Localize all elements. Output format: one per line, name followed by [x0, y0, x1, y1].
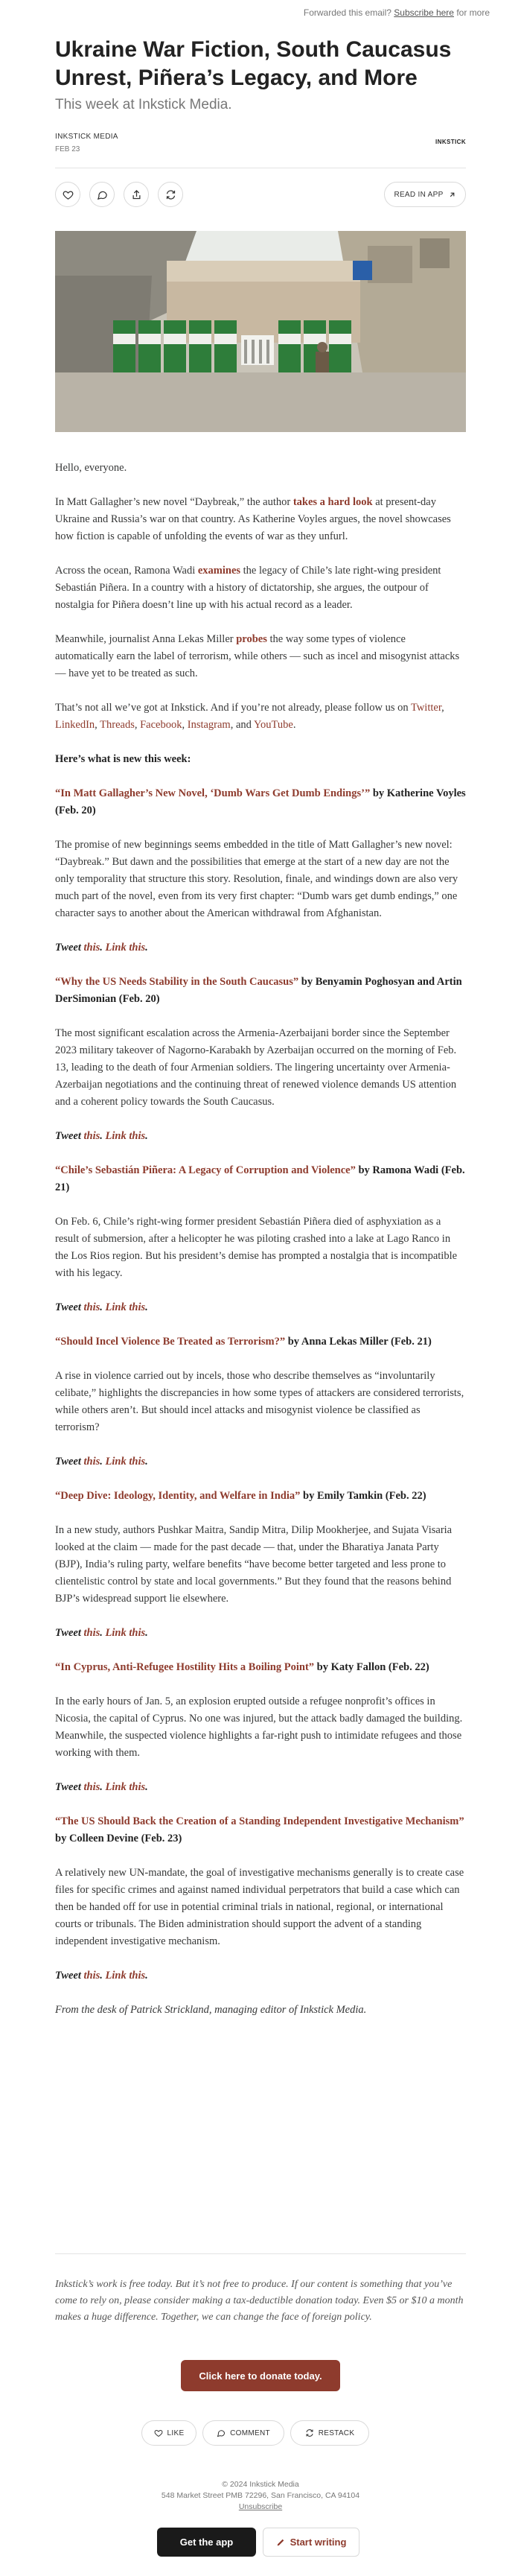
link-this-link[interactable]: Link	[105, 1456, 127, 1468]
signoff: From the desk of Patrick Strickland, managing editor of Inkstick Media.	[55, 2004, 367, 2016]
article-summary: A rise in violence carried out by incels, those who describe themselves as “involuntarily celibate,” highlights the discrepancies in how some types of attackers are considered terrorists, while others aren’t. But should incel attacks and misogynist violence be classified as terrorism?	[55, 1370, 464, 1433]
tweet-this-link[interactable]: this	[83, 1627, 100, 1639]
share-icon	[131, 189, 142, 200]
share-line: Tweet this. Link this.	[55, 1130, 148, 1142]
article-byline: by Benyamin Poghosyan and Artin DerSimonian (Feb. 20)	[55, 976, 462, 1005]
intro-paragraph-3: Meanwhile, journalist Anna Lekas Miller probes the way some types of violence automatically earn the label of terrorism, while others — such as incel and misogynist attacks — have yet to be treated as such.	[55, 633, 460, 679]
comment-icon	[217, 2429, 226, 2437]
subscribe-link[interactable]: Subscribe here	[394, 7, 454, 18]
link-this-link[interactable]: Link	[105, 1781, 127, 1793]
youtube-link[interactable]: YouTube	[254, 719, 293, 731]
article-summary: A relatively new UN-mandate, the goal of investigative mechanisms generally is to create case files for specific crimes and against named individual perpetrators that build a case which can then be handed off for use in potential criminal trials in national, regional, or international courts or tribunals. The Biden administration should support the advent of a standing independent investigative mechanism.	[55, 1867, 464, 1947]
restack-icon	[165, 189, 176, 200]
footer-like-button[interactable]	[141, 2420, 196, 2446]
intro-paragraph-2: Across the ocean, Ramona Wadi examines the legacy of Chile’s late right-wing president Sebastián Piñera. In a country with a history of dictatorship, she argues, the outpour of nostalgia for Piñera doesn’t line up with his actual record as a leader.	[55, 565, 441, 611]
post-actions	[55, 182, 466, 207]
tweet-this-link[interactable]: this	[83, 1970, 100, 1982]
pen-icon	[276, 2537, 286, 2547]
post-subtitle: This week at Inkstick Media.	[55, 97, 232, 112]
article-title-link[interactable]: “In Cyprus, Anti-Refugee Hostility Hits a Boiling Point”	[55, 1661, 315, 1673]
unsubscribe-link[interactable]: Unsubscribe	[238, 2502, 283, 2511]
post-title: Ukraine War Fiction, South Caucasus Unrest, Piñera’s Legacy, and More	[55, 37, 452, 90]
greeting: Hello, everyone.	[55, 462, 127, 474]
link-this-link[interactable]: Link	[105, 1301, 127, 1313]
footer-comment-button[interactable]	[202, 2420, 284, 2446]
like-label: LIKE	[167, 2429, 185, 2437]
article-heading	[55, 1333, 466, 1351]
tweet-this-link[interactable]: this	[83, 1130, 100, 1142]
takes-hard-look-link[interactable]: takes a hard look	[293, 496, 373, 508]
share-line: Tweet this. Link this.	[55, 942, 148, 954]
tweet-this-link[interactable]: this	[83, 1781, 100, 1793]
link-this-link[interactable]: this	[129, 1456, 146, 1468]
article-title-link[interactable]: “Why the US Needs Stability in the South Caucasus”	[55, 976, 299, 988]
article-byline: by Ramona Wadi (Feb. 21)	[55, 1164, 465, 1193]
article-summary: In a new study, authors Pushkar Maitra, Sandip Mitra, Dilip Mookherjee, and Sujata Visaria looked at the claim — made for the past decade — that, under the Bharatiya Janata Party (BJP), India’s ruling party, welfare benefits “have become better targeted and less prone to clientelistic control by state and local governments.” But they found that the reasons behind BJP’s widespread support lie elsewhere.	[55, 1524, 453, 1605]
intro-paragraph-1: In Matt Gallagher’s new novel “Daybreak,” the author takes a hard look at present-day Ukraine and Russia’s war on that country. As Katherine Voyles argues, the novel showcases how fiction is capable of unfolding the events of war as they unfurl.	[55, 496, 451, 542]
article-title-link[interactable]: “In Matt Gallagher’s New Novel, ‘Dumb Wars Get Dumb Endings’”	[55, 787, 371, 799]
link-this-link[interactable]: this	[129, 1130, 146, 1142]
comment-icon	[97, 189, 108, 200]
article-title-link[interactable]: “Should Incel Violence Be Treated as Terrorism?”	[55, 1336, 286, 1348]
link-this-link[interactable]: Link	[105, 1970, 127, 1982]
article-summary: The promise of new beginnings seems embedded in the title of Matt Gallagher’s new novel: “Daybreak.” But dawn and the possibilities that emerge at the start of a new day are not the only temporality that structure this story. Resolution, finale, and windings down are also very much part of the novel, even from its very first chapter: “Dumb wars get dumb endings,” one character says to another about the American withdrawal from Afghanistan.	[55, 839, 458, 919]
publication-name[interactable]: INKSTICK MEDIA	[55, 133, 118, 141]
article-byline: by Anna Lekas Miller (Feb. 21)	[285, 1336, 432, 1348]
linkedin-link[interactable]: LinkedIn	[55, 719, 95, 731]
share-line: Tweet this. Link this.	[55, 1781, 148, 1793]
forwarded-note	[304, 7, 490, 18]
arrow-up-right-icon	[448, 191, 456, 199]
article-heading	[55, 1813, 466, 1847]
link-this-link[interactable]: Link	[105, 1627, 127, 1639]
forwarded-suffix: for more	[453, 7, 490, 18]
article-title-link[interactable]: “Deep Dive: Ideology, Identity, and Welfare in India”	[55, 1490, 301, 1502]
link-this-link[interactable]: Link	[105, 1130, 127, 1142]
hero-photo[interactable]	[55, 231, 466, 432]
threads-link[interactable]: Threads	[100, 719, 135, 731]
restack-icon	[305, 2429, 314, 2437]
get-app-button[interactable]: Get the app	[157, 2528, 256, 2557]
tweet-this-link[interactable]: this	[83, 1456, 100, 1468]
restack-label: RESTACK	[318, 2429, 355, 2437]
post-body	[55, 460, 466, 2036]
read-in-app-button[interactable]	[384, 182, 466, 207]
read-in-app-label: READ IN APP	[394, 190, 444, 199]
link-this-link[interactable]: this	[129, 1781, 146, 1793]
publication-logo[interactable]: INKSTICK	[435, 139, 466, 145]
instagram-link[interactable]: Instagram	[187, 719, 231, 731]
article-list	[55, 785, 466, 1985]
link-this-link[interactable]: this	[129, 1627, 146, 1639]
tweet-this-link[interactable]: this	[83, 942, 100, 954]
footer-restack-button[interactable]	[290, 2420, 369, 2446]
start-writing-label: Start writing	[290, 2537, 347, 2548]
article-heading	[55, 785, 466, 819]
facebook-link[interactable]: Facebook	[140, 719, 182, 731]
share-line: Tweet this. Link this.	[55, 1627, 148, 1639]
twitter-link[interactable]: Twitter	[410, 702, 442, 714]
donation-appeal: Inkstick’s work is free today. But it’s not free to produce. If our content is something that you’ve come to rely on, please consider making a tax-deductible donation today. Even $5 or $10 a month makes a huge difference. Together, we can change the face of foreign policy.	[55, 2279, 464, 2323]
comment-button[interactable]	[89, 182, 115, 207]
article-title-link[interactable]: “The US Should Back the Creation of a Standing Independent Investigative Mechanism”	[55, 1815, 464, 1827]
share-line: Tweet this. Link this.	[55, 1970, 148, 1982]
restack-button[interactable]	[158, 182, 183, 207]
intro-paragraph-4: That’s not all we’ve got at Inkstick. And if you’re not already, please follow us on Twitter, LinkedIn, Threads, Facebook, Instagram, and YouTube.	[55, 702, 444, 731]
share-button[interactable]	[124, 182, 149, 207]
heart-icon	[154, 2429, 163, 2437]
link-this-link[interactable]: this	[129, 1970, 146, 1982]
article-heading	[55, 1162, 466, 1196]
article-heading	[55, 1659, 466, 1676]
article-title-link[interactable]: “Chile’s Sebastián Piñera: A Legacy of Corruption and Violence”	[55, 1164, 356, 1176]
article-byline: by Emily Tamkin (Feb. 22)	[300, 1490, 426, 1502]
share-line: Tweet this. Link this.	[55, 1301, 148, 1313]
article-summary: In the early hours of Jan. 5, an explosion erupted outside a refugee nonprofit’s offices in Nicosia, the capital of Cyprus. No one was injured, but the attack badly damaged the building. Meanwhile, the suspected violence highlights a far-right push to intimidate refugees and those working with them.	[55, 1695, 463, 1759]
link-this-link[interactable]: this	[129, 942, 146, 954]
article-heading	[55, 1488, 466, 1505]
heart-icon	[63, 189, 74, 200]
comment-label: COMMENT	[230, 2429, 270, 2437]
link-this-link[interactable]: Link	[105, 942, 127, 954]
article-heading	[55, 974, 466, 1008]
article-byline: by Katherine Voyles (Feb. 20)	[55, 787, 466, 816]
donate-button[interactable]: Click here to donate today.	[181, 2360, 340, 2391]
examines-link[interactable]: examines	[197, 565, 241, 577]
address: 548 Market Street PMB 72296, San Francisco, CA 94104	[161, 2491, 360, 2500]
tweet-this-link[interactable]: this	[83, 1301, 100, 1313]
copyright: © 2024 Inkstick Media	[222, 2480, 299, 2489]
probes-link[interactable]: probes	[236, 633, 267, 645]
footer-info	[0, 2479, 521, 2513]
article-summary: On Feb. 6, Chile’s right-wing former president Sebastián Piñera died of asphyxiation as a result of submersion, after a helicopter he was piloting crashed into a lake at Lago Ranco in the Los Rios region. But his president’s demise has prompted a nostalgia that is incompatible with his legacy.	[55, 1216, 458, 1279]
post-date: FEB 23	[55, 145, 80, 153]
new-this-week-heading: Here’s what is new this week:	[55, 753, 191, 765]
share-line: Tweet this. Link this.	[55, 1456, 148, 1468]
article-byline: by Katy Fallon (Feb. 22)	[314, 1661, 429, 1673]
article-byline: by Colleen Devine (Feb. 23)	[55, 1833, 182, 1844]
forwarded-text: Forwarded this email?	[303, 7, 391, 18]
article-summary: The most significant escalation across the Armenia-Azerbaijani border since the September 2023 military takeover of Nagorno-Karabakh by Azerbaijan occurred on the morning of Feb. 13, leading to the death of four Armenian soldiers. The lingering uncertainty over Armenia-Azerbaijan negotiations and the continuing threat of renewed violence demands US attention and a coherent policy towards the South Caucasus.	[55, 1027, 457, 1108]
start-writing-button[interactable]	[263, 2528, 359, 2557]
like-button[interactable]	[55, 182, 80, 207]
divider	[55, 2253, 466, 2254]
link-this-link[interactable]: this	[129, 1301, 146, 1313]
